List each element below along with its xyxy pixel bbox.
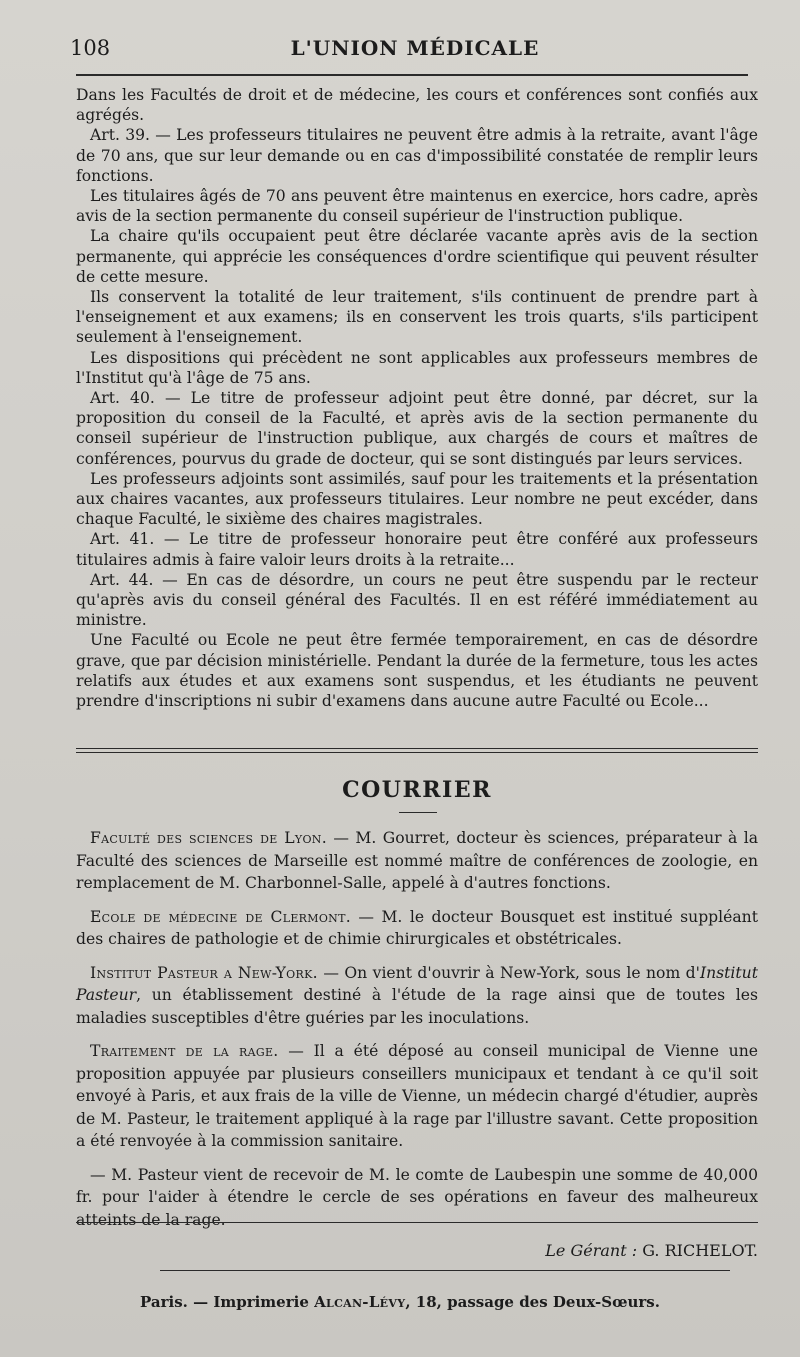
news-item-label: Faculté des sciences de Lyon.: [90, 829, 327, 847]
article-paragraph: Une Faculté ou Ecole ne peut être fermée temporairement, en cas de désordre grave, que par décision ministérielle. Pendant la durée de la fermeture, tous les actes relatifs aux études et aux examens sont suspendus, et les étudiants ne peuvent prendre d'inscriptions ni subir d'examens dans aucune autre Faculté ou Ecole...: [76, 631, 758, 711]
journal-title: L'UNION MÉDICALE: [290, 36, 540, 60]
courrier-section: [76, 827, 758, 1242]
article-paragraph: Art. 39. — Les professeurs titulaires ne peuvent être admis à la retraite, avant l'âge de 70 ans, que sur leur demande ou en cas d'impossibilité constatée de remplir leurs fonctions.: [76, 126, 758, 185]
article-paragraph: Art. 41. — Le titre de professeur honoraire peut être conféré aux professeurs titulaires admis à faire valoir leurs droits à la retraite...: [76, 530, 758, 569]
imprint-printer: Alcan-Lévy: [314, 1293, 406, 1311]
imprint-suffix: , 18, passage des Deux-Sœurs.: [405, 1293, 660, 1311]
news-item-text: , un établissement destiné à l'étude de la rage ainsi que de toutes les maladies susceptibles d'être guéries par les inoculations.: [76, 986, 758, 1027]
signature-role: Le Gérant :: [545, 1241, 638, 1260]
section-separator: [76, 748, 758, 753]
footer-rule: [160, 1270, 730, 1271]
news-item-label: Traitement de la rage.: [90, 1042, 279, 1060]
news-item-text: — M. Gourret, docteur ès sciences, préparateur à la Faculté des sciences de Marseille est nommé maître de conférences de zoologie, en remplacement de M. Charbonnel-Salle, appelé à d'autres fonctions.: [76, 829, 759, 892]
page-header: [70, 36, 760, 72]
article-paragraph: Les professeurs adjoints sont assimilés, sauf pour les traitements et la présentation aux chaires vacantes, aux professeurs titulaires. Leur nombre ne peut excéder, dans chaque Faculté, le sixième des chaires magistrales.: [76, 469, 758, 529]
signature-name: G. RICHELOT.: [642, 1241, 758, 1260]
news-item: [76, 1164, 758, 1232]
page-number: 108: [70, 36, 111, 60]
bottom-rule: [76, 1222, 758, 1223]
heading-underline: [399, 812, 437, 813]
printer-imprint: [0, 1293, 800, 1311]
header-rule: [76, 74, 748, 76]
article-paragraph: Les titulaires âgés de 70 ans peuvent être maintenus en exercice, hors cadre, après avis de la section permanente du conseil supérieur de l'instruction publique.: [76, 187, 758, 226]
courrier-heading: COURRIER: [342, 777, 492, 803]
imprint-prefix: Paris. — Imprimerie: [140, 1293, 315, 1311]
article-body: [76, 85, 758, 711]
news-item-label: Institut Pasteur a New-York.: [90, 963, 318, 982]
news-item: [76, 1040, 758, 1153]
news-item-text: — M. le docteur Bousquet est institué suppléant des chaires de pathologie et de chimie chirurgicales et obstétricales.: [76, 907, 758, 948]
signature: [545, 1241, 758, 1260]
news-item-label: Ecole de médecine de Clermont.: [90, 907, 351, 926]
news-item-text: — On vient d'ouvrir à New-York, sous le nom d': [317, 963, 700, 982]
article-paragraph: Art. 40. — Le titre de professeur adjoint peut être donné, par décret, sur la proposition du conseil de la Faculté, et après avis de la section permanente du conseil supérieur de l'instruction publique, aux chargés de cours et maîtres de conférences, pourvus du grade de docteur, qui se sont distingués par leurs services.: [76, 389, 758, 468]
news-item: [76, 962, 758, 1030]
news-item: [76, 827, 758, 895]
article-paragraph: Ils conservent la totalité de leur traitement, s'ils continuent de prendre part à l'enseignement et aux examens; ils en conservent les trois quarts, s'ils participent seulement à l'enseignement.: [76, 288, 758, 347]
article-paragraph: Art. 44. — En cas de désordre, un cours ne peut être suspendu par le recteur qu'après avis du conseil général des Facultés. Il en est référé immédiatement au ministre.: [76, 570, 758, 630]
news-item-text: — Il a été déposé au conseil municipal de Vienne une proposition appuyée par plusieurs conseillers municipaux et tendant à ce qu'il soit envoyé à Paris, et aux frais de la ville de Vienne, un médecin chargé d'étudier, auprès de M. Pasteur, le traitement appliqué à la rage par l'illustre savant. Cette proposition a été renvoyée à la commission sanitaire.: [76, 1042, 758, 1150]
news-item: [76, 906, 758, 951]
article-paragraph: La chaire qu'ils occupaient peut être déclarée vacante après avis de la section permanente, qui apprécie les conséquences d'ordre scientifique qui peuvent résulter de cette mesure.: [76, 227, 758, 286]
news-item-text: — M. Pasteur vient de recevoir de M. le comte de Laubespin une somme de 40,000 fr. pour l'aider à étendre le cercle de ses opérations en faveur des malheureux atteints de la rage.: [76, 1165, 758, 1229]
article-paragraph: Les dispositions qui précèdent ne sont applicables aux professeurs membres de l'Institut qu'à l'âge de 75 ans.: [76, 348, 758, 387]
article-paragraph: Dans les Facultés de droit et de médecine, les cours et conférences sont confiés aux agrégés.: [76, 86, 758, 125]
news-item-emphasis: Institut Pasteur: [76, 963, 758, 1004]
